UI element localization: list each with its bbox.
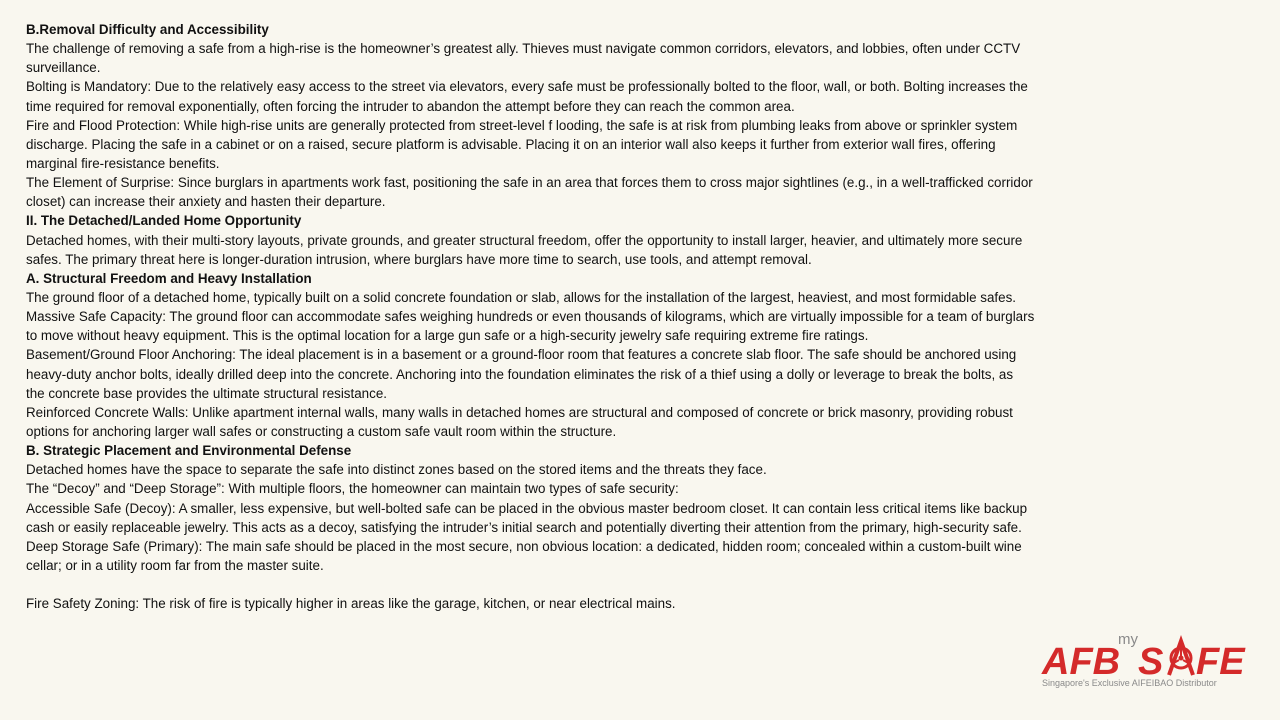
logo-afb-text: AFB bbox=[1042, 641, 1121, 683]
body-text-line: time required for removal exponentially, often forcing the intruder to abandon the attempt before they can reach the common area. bbox=[26, 98, 795, 114]
body-text-line: cash or easily replaceable jewelry. This acts as a decoy, satisfying the intruder’s initial search and potentially diverting their attention from the primary, high-security safe. bbox=[26, 519, 1022, 535]
section-heading: B.Removal Difficulty and Accessibility bbox=[26, 22, 269, 37]
body-text-line: surveillance. bbox=[26, 60, 101, 76]
body-text-line: The challenge of removing a safe from a high-rise is the homeowner’s greatest ally. Thieves must navigate common corridors, elevators, and lobbies, often under CCTV bbox=[26, 41, 1021, 57]
body-text-line: Fire Safety Zoning: The risk of fire is typically higher in areas like the garage, kitchen, or near electrical mains. bbox=[26, 596, 676, 612]
body-text-line: heavy-duty anchor bolts, ideally drilled deep into the concrete. Anchoring into the foundation eliminates the risk of a thief using a dolly or leverage to break the bolts, as bbox=[26, 366, 1014, 382]
brand-logo bbox=[1038, 628, 1254, 690]
body-text-line: Reinforced Concrete Walls: Unlike apartment internal walls, many walls in detached homes are structural and composed of concrete or brick masonry, providing robust bbox=[26, 404, 1013, 420]
body-text-line: marginal fire-resistance benefits. bbox=[26, 155, 220, 171]
body-text-line: cellar; or in a utility room far from the master suite. bbox=[26, 557, 324, 573]
logo-tagline: Singapore's Exclusive AIFEIBAO Distributor bbox=[1042, 678, 1217, 688]
body-text-line: Detached homes have the space to separate the safe into distinct zones based on the stored items and the threats they face. bbox=[26, 462, 767, 478]
body-text-line: Fire and Flood Protection: While high-rise units are generally protected from street-level f looding, the safe is at risk from plumbing leaks from above or sprinkler system bbox=[26, 117, 1018, 133]
body-text-line: the concrete base provides the ultimate structural resistance. bbox=[26, 385, 387, 401]
body-text-line: Detached homes, with their multi-story layouts, private grounds, and greater structural freedom, offer the opportunity to install larger, heavier, and ultimately more secure bbox=[26, 232, 1023, 248]
body-text-line: The Element of Surprise: Since burglars in apartments work fast, positioning the safe in an area that forces them to cross major sightlines (e.g., in a well-trafficked corridor bbox=[26, 175, 1033, 191]
body-text-line: Bolting is Mandatory: Due to the relatively easy access to the street via elevators, every safe must be professionally bolted to the floor, wall, or both. Bolting increases the bbox=[26, 79, 1028, 95]
body-text-line bbox=[26, 575, 1146, 594]
section-heading: B. Strategic Placement and Environmental Defense bbox=[26, 443, 352, 459]
body-text-line: Massive Safe Capacity: The ground floor can accommodate safes weighing hundreds or even thousands of kilograms, which are virtually impossible for a team of burglars bbox=[26, 309, 1035, 325]
logo-fe-text: FE bbox=[1196, 641, 1245, 683]
document-body bbox=[26, 20, 1146, 613]
body-text-line: to move without heavy equipment. This is the optimal location for a large gun safe or a high-security jewelry safe requiring extreme fire ratings. bbox=[26, 328, 869, 344]
logo-my-text: my bbox=[1118, 631, 1138, 648]
body-text-line: Accessible Safe (Decoy): A smaller, less expensive, but well-bolted safe can be placed in the obvious master bedroom closet. It can contain less critical items like backup bbox=[26, 500, 1028, 516]
body-text-line: closet) can increase their anxiety and hasten their departure. bbox=[26, 194, 386, 210]
body-text-line: The ground floor of a detached home, typically built on a solid concrete foundation or slab, allows for the installation of the largest, heaviest, and most formidable safes. bbox=[26, 289, 1016, 305]
logo-s-text: S bbox=[1138, 641, 1164, 683]
section-heading: A. Structural Freedom and Heavy Installation bbox=[26, 270, 312, 286]
body-text-line: The “Decoy” and “Deep Storage”: With multiple floors, the homeowner can maintain two types of safe security: bbox=[26, 481, 679, 497]
body-text-line: options for anchoring larger wall safes or constructing a custom safe vault room within the structure. bbox=[26, 423, 617, 439]
body-text-line: safes. The primary threat here is longer-duration intrusion, where burglars have more time to search, use tools, and attempt removal. bbox=[26, 251, 812, 267]
body-text-line: Basement/Ground Floor Anchoring: The ideal placement is in a basement or a ground-floor room that features a concrete slab floor. The safe should be anchored using bbox=[26, 347, 1017, 363]
body-text-line: Deep Storage Safe (Primary): The main safe should be placed in the most secure, non obvious location: a dedicated, hidden room; concealed within a custom-built wine bbox=[26, 538, 1022, 554]
logo-a-emblem-icon bbox=[1169, 641, 1193, 675]
afb-safe-logo bbox=[1038, 628, 1254, 690]
section-heading: II. The Detached/Landed Home Opportunity bbox=[26, 213, 302, 229]
body-text-line: discharge. Placing the safe in a cabinet or on a raised, secure platform is advisable. Placing it on an interior wall also keeps it further from exterior wall fires, offering bbox=[26, 136, 996, 152]
